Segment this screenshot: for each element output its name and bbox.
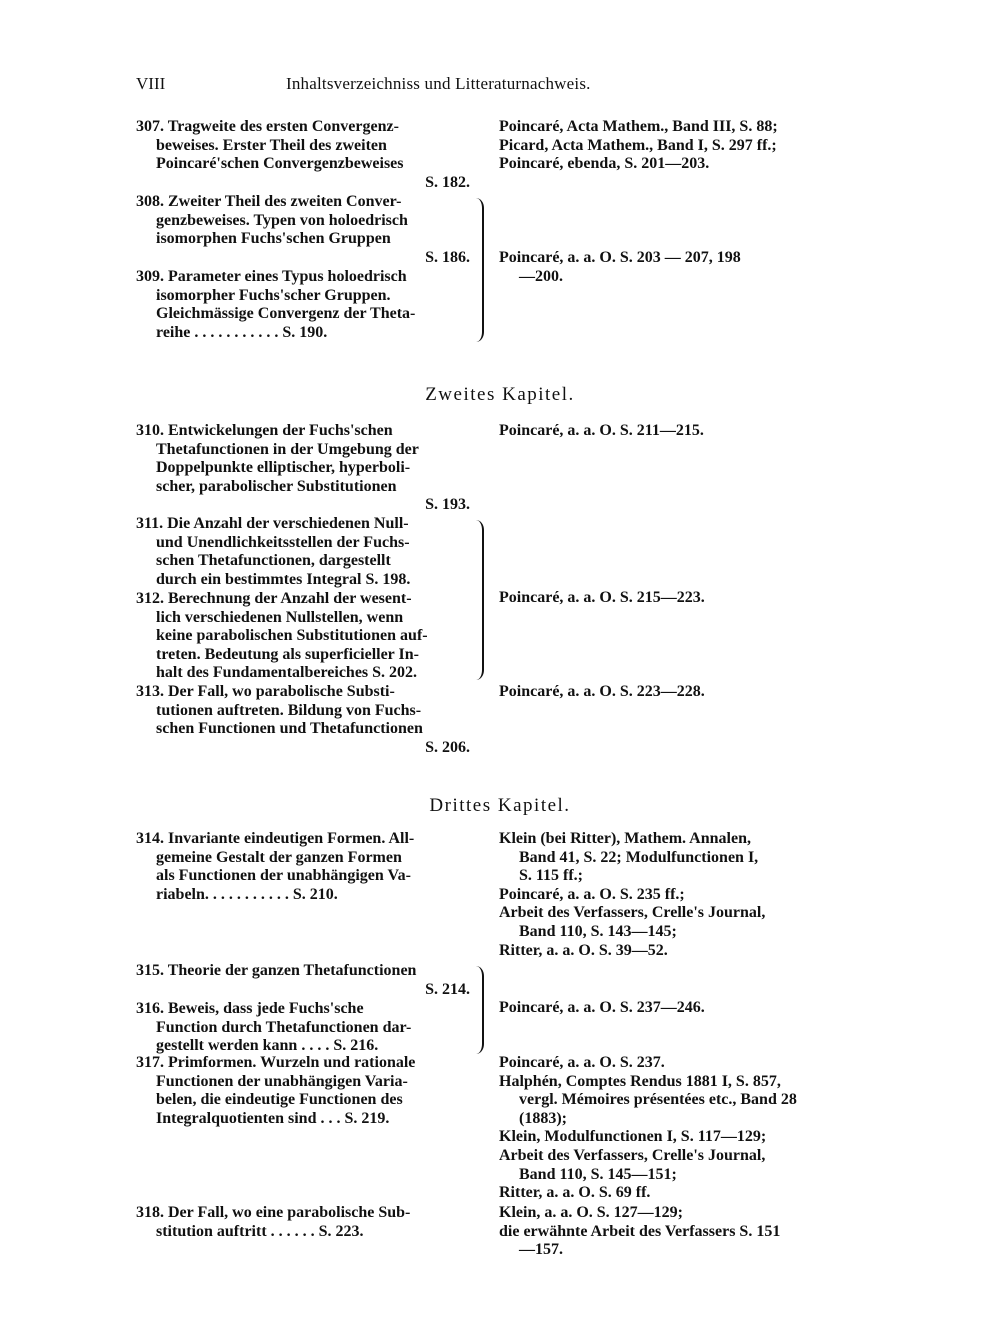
entry-line: beweises. Erster Theil des zweiten bbox=[156, 136, 387, 154]
ref-line: Poincaré, a. a. O. S. 203 — 207, 198 bbox=[499, 249, 741, 266]
chapter-heading: Zweites Kapitel. bbox=[425, 384, 575, 405]
ref-line: —200. bbox=[519, 267, 563, 285]
entry-line: als Functionen der unabhängigen Va- bbox=[156, 867, 411, 885]
entry-308 bbox=[136, 193, 470, 267]
page-ref: S. 186. bbox=[425, 248, 470, 266]
ref-line: Poincaré, a. a. O. S. 237—246. bbox=[499, 999, 705, 1016]
ref-line: Arbeit des Verfassers, Crelle's Journal, bbox=[499, 1146, 766, 1164]
ref-line: Klein, a. a. O. S. 127—129; bbox=[499, 1204, 684, 1221]
page-ref: S. 206. bbox=[425, 738, 470, 756]
ref-line: Band 110, S. 145—151; bbox=[519, 1165, 677, 1183]
refs-313 bbox=[499, 683, 844, 702]
ref-line: Poincaré, a. a. O. S. 215—223. bbox=[499, 589, 705, 606]
entry-307 bbox=[136, 118, 470, 192]
entry-line: treten. Bedeutung als superficieller In- bbox=[156, 645, 419, 663]
entry-line: 309. Parameter eines Typus holoedrisch bbox=[136, 268, 407, 285]
entry-311 bbox=[136, 515, 470, 589]
entry-line: scher, parabolischer Substitutionen bbox=[156, 477, 397, 495]
entry-line: 316. Beweis, dass jede Fuchs'sche bbox=[136, 1000, 364, 1017]
entry-line: 318. Der Fall, wo eine parabolische Sub- bbox=[136, 1204, 411, 1221]
ref-line: (1883); bbox=[519, 1109, 567, 1127]
entry-line: riabeln. . . . . . . . . . . S. 210. bbox=[156, 885, 338, 903]
entry-line: 314. Invariante eindeutigen Formen. All- bbox=[136, 830, 415, 847]
ref-line: die erwähnte Arbeit des Verfassers S. 151 bbox=[499, 1222, 781, 1240]
ref-line: Klein, Modulfunctionen I, S. 117—129; bbox=[499, 1128, 767, 1146]
ref-line: Klein (bei Ritter), Mathem. Annalen, bbox=[499, 830, 751, 847]
entry-line: Integralquotienten sind . . . S. 219. bbox=[156, 1109, 390, 1127]
entry-line: keine parabolischen Substitutionen auf- bbox=[156, 627, 428, 645]
ref-line: Poincaré, ebenda, S. 201—203. bbox=[499, 155, 710, 173]
ref-line: vergl. Mémoires présentées etc., Band 28 bbox=[519, 1091, 797, 1109]
refs-314 bbox=[499, 830, 844, 960]
entry-line: schen Functionen und Thetafunctionen bbox=[156, 720, 423, 738]
ref-line: Ritter, a. a. O. S. 39—52. bbox=[499, 941, 668, 959]
ref-line: —157. bbox=[519, 1241, 563, 1259]
entry-317 bbox=[136, 1054, 470, 1128]
refs-315-316 bbox=[499, 999, 844, 1018]
entry-line: 310. Entwickelungen der Fuchs'schen bbox=[136, 422, 393, 439]
entry-line: belen, die eindeutige Functionen des bbox=[156, 1091, 403, 1109]
entry-line: 311. Die Anzahl der verschiedenen Null- bbox=[136, 515, 409, 532]
refs-307 bbox=[499, 118, 844, 174]
chapter-heading: Drittes Kapitel. bbox=[429, 795, 571, 816]
brace bbox=[476, 966, 484, 1054]
entry-318 bbox=[136, 1204, 470, 1241]
entry-line: Doppelpunkte elliptischer, hyperboli- bbox=[156, 459, 411, 477]
entry-315 bbox=[136, 962, 470, 999]
brace bbox=[476, 198, 484, 342]
entry-line: isomorpher Fuchs'scher Gruppen. bbox=[156, 286, 391, 304]
entry-line: reihe . . . . . . . . . . . S. 190. bbox=[156, 323, 328, 341]
entry-313 bbox=[136, 683, 470, 757]
ref-line: Poincaré, a. a. O. S. 237. bbox=[499, 1054, 665, 1071]
entry-316 bbox=[136, 1000, 470, 1056]
page-header bbox=[136, 72, 836, 96]
ref-line: Ritter, a. a. O. S. 69 ff. bbox=[499, 1184, 651, 1202]
page-ref: S. 182. bbox=[425, 173, 470, 191]
entry-line: gestellt werden kann . . . . S. 216. bbox=[156, 1037, 379, 1055]
entry-line: 315. Theorie der ganzen Thetafunctionen bbox=[136, 962, 417, 979]
refs-311-312 bbox=[499, 589, 844, 608]
ref-line: Arbeit des Verfassers, Crelle's Journal, bbox=[499, 904, 766, 922]
ref-line: Poincaré, a. a. O. S. 211—215. bbox=[499, 422, 704, 439]
entry-line: 317. Primformen. Wurzeln und rationale bbox=[136, 1054, 416, 1071]
entry-line: stitution auftritt . . . . . . S. 223. bbox=[156, 1222, 364, 1240]
entry-line: durch ein bestimmtes Integral S. 198. bbox=[156, 570, 411, 588]
ref-line: Picard, Acta Mathem., Band I, S. 297 ff.; bbox=[499, 136, 777, 154]
page-ref: S. 193. bbox=[425, 496, 470, 514]
entry-310 bbox=[136, 422, 470, 515]
entry-line: lich verschiedenen Nullstellen, wenn bbox=[156, 608, 404, 626]
entry-line: halt des Fundamentalbereiches S. 202. bbox=[156, 664, 418, 682]
entry-line: schen Thetafunctionen, dargestellt bbox=[156, 552, 391, 570]
entry-line: 313. Der Fall, wo parabolische Substi- bbox=[136, 683, 395, 700]
refs-308-309 bbox=[499, 249, 844, 286]
entry-line: 312. Berechnung der Anzahl der wesent- bbox=[136, 590, 412, 607]
refs-310 bbox=[499, 422, 844, 441]
refs-317 bbox=[499, 1054, 844, 1203]
page-number: VIII bbox=[136, 74, 166, 93]
entry-309 bbox=[136, 268, 470, 342]
ref-line: Poincaré, a. a. O. S. 223—228. bbox=[499, 683, 705, 700]
entry-line: 308. Zweiter Theil des zweiten Conver- bbox=[136, 193, 402, 210]
entry-line: Functionen der unabhängigen Varia- bbox=[156, 1072, 408, 1090]
entry-line: Thetafunctionen in der Umgebung der bbox=[156, 440, 419, 458]
entry-line: und Unendlichkeitsstellen der Fuchs- bbox=[156, 533, 410, 551]
running-title: Inhaltsverzeichniss und Litteraturnachweis. bbox=[286, 74, 591, 93]
entry-line: Function durch Thetafunctionen dar- bbox=[156, 1018, 412, 1036]
entry-line: Gleichmässige Convergenz der Theta- bbox=[156, 305, 416, 323]
ref-line: Halphén, Comptes Rendus 1881 I, S. 857, bbox=[499, 1072, 781, 1090]
entry-314 bbox=[136, 830, 470, 904]
entry-line: isomorphen Fuchs'schen Gruppen bbox=[156, 230, 391, 248]
refs-318 bbox=[499, 1204, 844, 1260]
entry-line: tutionen auftreten. Bildung von Fuchs- bbox=[156, 701, 422, 719]
entry-line: Poincaré'schen Convergenzbeweises bbox=[156, 155, 404, 173]
brace bbox=[476, 520, 484, 680]
entry-312 bbox=[136, 590, 470, 683]
ref-line: Poincaré, Acta Mathem., Band III, S. 88; bbox=[499, 118, 778, 135]
entry-line: 307. Tragweite des ersten Convergenz- bbox=[136, 118, 399, 135]
page-ref: S. 214. bbox=[425, 980, 470, 998]
ref-line: Band 110, S. 143—145; bbox=[519, 922, 677, 940]
entry-line: genzbeweises. Typen von holoedrisch bbox=[156, 211, 408, 229]
ref-line: Poincaré, a. a. O. S. 235 ff.; bbox=[499, 885, 685, 903]
ref-line: S. 115 ff.; bbox=[519, 867, 583, 885]
ref-line: Band 41, S. 22; Modulfunctionen I, bbox=[519, 848, 759, 866]
entry-line: gemeine Gestalt der ganzen Formen bbox=[156, 848, 402, 866]
